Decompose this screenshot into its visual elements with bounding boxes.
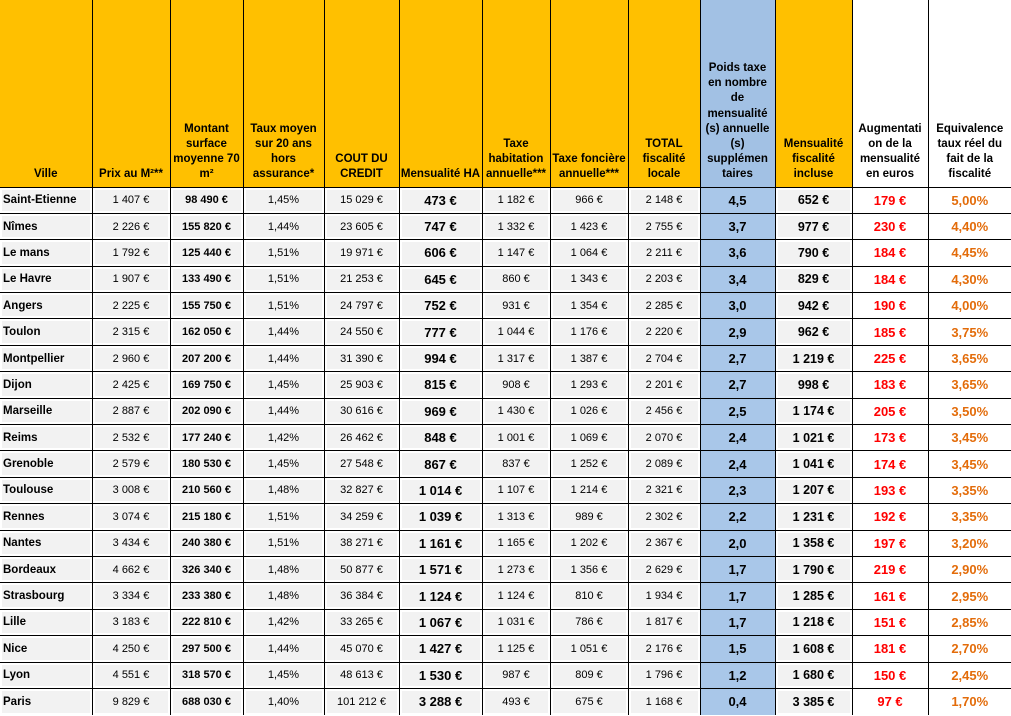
- cell-equivalence-taux: 4,45%: [928, 240, 1011, 266]
- table-row: [0, 372, 1011, 398]
- cell-prix-m2: 3 434 €: [92, 530, 170, 556]
- cell-augmentation-mensualite: 151 €: [852, 609, 928, 635]
- cell-montant-surface: 297 500 €: [170, 636, 243, 662]
- cell-taux-moyen: 1,44%: [243, 319, 324, 345]
- table-row: [0, 530, 1011, 556]
- cell-taxe-fonciere: 989 €: [550, 504, 628, 530]
- header-total-fiscalite: TOTAL fiscalité locale: [628, 0, 700, 187]
- cell-taux-moyen: 1,48%: [243, 583, 324, 609]
- cell-equivalence-taux: 1,70%: [928, 688, 1011, 714]
- cell-equivalence-taux: 2,45%: [928, 662, 1011, 688]
- cell-prix-m2: 4 551 €: [92, 662, 170, 688]
- cell-mensualite-ha: 645 €: [399, 266, 482, 292]
- table-row: [0, 240, 1011, 266]
- cell-prix-m2: 1 907 €: [92, 266, 170, 292]
- cell-mensualite-ha: 969 €: [399, 398, 482, 424]
- table-header: [0, 0, 1011, 187]
- cell-taxe-habitation: 1 165 €: [482, 530, 550, 556]
- cell-equivalence-taux: 3,45%: [928, 425, 1011, 451]
- cell-taxe-fonciere: 1 214 €: [550, 477, 628, 503]
- cell-mensualite-incluse: 1 790 €: [775, 556, 852, 582]
- cell-augmentation-mensualite: 183 €: [852, 372, 928, 398]
- cell-montant-surface: 207 200 €: [170, 345, 243, 371]
- cell-taxe-fonciere: 810 €: [550, 583, 628, 609]
- cell-equivalence-taux: 3,50%: [928, 398, 1011, 424]
- cell-total-fiscalite: 2 704 €: [628, 345, 700, 371]
- cell-augmentation-mensualite: 197 €: [852, 530, 928, 556]
- table-row: [0, 636, 1011, 662]
- table-row: [0, 662, 1011, 688]
- cell-cout-credit: 45 070 €: [324, 636, 399, 662]
- cell-taxe-habitation: 1 124 €: [482, 583, 550, 609]
- cell-mensualite-ha: 994 €: [399, 345, 482, 371]
- cell-montant-surface: 202 090 €: [170, 398, 243, 424]
- cell-mensualite-ha: 1 039 €: [399, 504, 482, 530]
- cell-mensualite-incluse: 1 218 €: [775, 609, 852, 635]
- cell-taxe-habitation: 1 273 €: [482, 556, 550, 582]
- header-mensualite-ha: Mensualité HA: [399, 0, 482, 187]
- cell-taux-moyen: 1,42%: [243, 425, 324, 451]
- table-row: [0, 319, 1011, 345]
- header-taux-moyen: Taux moyen sur 20 ans hors assurance*: [243, 0, 324, 187]
- cell-mensualite-ha: 1 427 €: [399, 636, 482, 662]
- cell-augmentation-mensualite: 193 €: [852, 477, 928, 503]
- cell-ville: Bordeaux: [0, 556, 92, 582]
- cell-taux-moyen: 1,45%: [243, 451, 324, 477]
- cell-taxe-fonciere: 675 €: [550, 688, 628, 714]
- cell-taux-moyen: 1,42%: [243, 609, 324, 635]
- cell-poids-taxe: 2,2: [700, 504, 775, 530]
- cell-poids-taxe: 0,4: [700, 688, 775, 714]
- cell-taxe-habitation: 1 031 €: [482, 609, 550, 635]
- cell-taxe-fonciere: 1 343 €: [550, 266, 628, 292]
- cell-montant-surface: 215 180 €: [170, 504, 243, 530]
- cell-prix-m2: 3 008 €: [92, 477, 170, 503]
- cell-cout-credit: 24 550 €: [324, 319, 399, 345]
- cell-augmentation-mensualite: 150 €: [852, 662, 928, 688]
- table-row: [0, 504, 1011, 530]
- header-ville: Ville: [0, 0, 92, 187]
- cell-augmentation-mensualite: 173 €: [852, 425, 928, 451]
- cell-taux-moyen: 1,45%: [243, 662, 324, 688]
- cell-ville: Le Havre: [0, 266, 92, 292]
- cell-total-fiscalite: 2 203 €: [628, 266, 700, 292]
- cell-mensualite-incluse: 3 385 €: [775, 688, 852, 714]
- cell-mensualite-ha: 1 530 €: [399, 662, 482, 688]
- cell-mensualite-ha: 752 €: [399, 293, 482, 319]
- cell-taxe-fonciere: 1 387 €: [550, 345, 628, 371]
- table-row: [0, 187, 1011, 213]
- cell-cout-credit: 30 616 €: [324, 398, 399, 424]
- cell-cout-credit: 23 605 €: [324, 213, 399, 239]
- cell-poids-taxe: 2,5: [700, 398, 775, 424]
- cell-prix-m2: 2 532 €: [92, 425, 170, 451]
- header-taxe-habitation: Taxe habitation annuelle***: [482, 0, 550, 187]
- cell-total-fiscalite: 2 456 €: [628, 398, 700, 424]
- cell-equivalence-taux: 2,70%: [928, 636, 1011, 662]
- cell-taxe-fonciere: 966 €: [550, 187, 628, 213]
- cell-prix-m2: 2 579 €: [92, 451, 170, 477]
- table-row: [0, 398, 1011, 424]
- cell-cout-credit: 38 271 €: [324, 530, 399, 556]
- cell-montant-surface: 180 530 €: [170, 451, 243, 477]
- cell-augmentation-mensualite: 97 €: [852, 688, 928, 714]
- cell-cout-credit: 33 265 €: [324, 609, 399, 635]
- cell-equivalence-taux: 3,35%: [928, 504, 1011, 530]
- cell-cout-credit: 31 390 €: [324, 345, 399, 371]
- cell-cout-credit: 27 548 €: [324, 451, 399, 477]
- cell-taux-moyen: 1,48%: [243, 556, 324, 582]
- cell-equivalence-taux: 3,35%: [928, 477, 1011, 503]
- cell-mensualite-incluse: 977 €: [775, 213, 852, 239]
- cell-poids-taxe: 1,5: [700, 636, 775, 662]
- cell-total-fiscalite: 2 148 €: [628, 187, 700, 213]
- cell-poids-taxe: 1,7: [700, 556, 775, 582]
- cell-ville: Reims: [0, 425, 92, 451]
- cell-mensualite-incluse: 1 608 €: [775, 636, 852, 662]
- cell-equivalence-taux: 5,00%: [928, 187, 1011, 213]
- cell-taxe-fonciere: 809 €: [550, 662, 628, 688]
- cell-prix-m2: 3 183 €: [92, 609, 170, 635]
- cell-total-fiscalite: 2 089 €: [628, 451, 700, 477]
- cell-total-fiscalite: 2 211 €: [628, 240, 700, 266]
- cell-mensualite-incluse: 998 €: [775, 372, 852, 398]
- header-montant-surface: Montant surface moyenne 70 m²: [170, 0, 243, 187]
- cell-taux-moyen: 1,44%: [243, 636, 324, 662]
- cell-poids-taxe: 1,2: [700, 662, 775, 688]
- cell-taxe-habitation: 1 107 €: [482, 477, 550, 503]
- cell-prix-m2: 3 074 €: [92, 504, 170, 530]
- cell-montant-surface: 318 570 €: [170, 662, 243, 688]
- cell-ville: Lille: [0, 609, 92, 635]
- cell-mensualite-incluse: 829 €: [775, 266, 852, 292]
- cell-augmentation-mensualite: 190 €: [852, 293, 928, 319]
- cell-taxe-fonciere: 1 423 €: [550, 213, 628, 239]
- cell-ville: Lyon: [0, 662, 92, 688]
- cell-mensualite-ha: 1 067 €: [399, 609, 482, 635]
- cell-prix-m2: 9 829 €: [92, 688, 170, 714]
- cell-poids-taxe: 2,0: [700, 530, 775, 556]
- cell-prix-m2: 1 792 €: [92, 240, 170, 266]
- cell-taxe-habitation: 1 313 €: [482, 504, 550, 530]
- cell-prix-m2: 1 407 €: [92, 187, 170, 213]
- table-body: [0, 187, 1011, 715]
- cell-taxe-habitation: 1 147 €: [482, 240, 550, 266]
- cell-augmentation-mensualite: 161 €: [852, 583, 928, 609]
- header-equivalence-taux: Equivalence taux réel du fait de la fiscalité: [928, 0, 1011, 187]
- cell-taxe-fonciere: 1 026 €: [550, 398, 628, 424]
- cell-taxe-habitation: 987 €: [482, 662, 550, 688]
- cell-montant-surface: 688 030 €: [170, 688, 243, 714]
- cell-cout-credit: 101 212 €: [324, 688, 399, 714]
- cell-total-fiscalite: 2 302 €: [628, 504, 700, 530]
- cell-taxe-habitation: 931 €: [482, 293, 550, 319]
- cell-prix-m2: 2 315 €: [92, 319, 170, 345]
- cell-taux-moyen: 1,51%: [243, 530, 324, 556]
- cell-cout-credit: 26 462 €: [324, 425, 399, 451]
- header-taxe-fonciere: Taxe foncière annuelle***: [550, 0, 628, 187]
- cell-ville: Grenoble: [0, 451, 92, 477]
- cell-cout-credit: 48 613 €: [324, 662, 399, 688]
- cell-mensualite-incluse: 1 680 €: [775, 662, 852, 688]
- cell-cout-credit: 21 253 €: [324, 266, 399, 292]
- cell-ville: Nîmes: [0, 213, 92, 239]
- cell-taxe-fonciere: 1 354 €: [550, 293, 628, 319]
- cell-mensualite-ha: 1 571 €: [399, 556, 482, 582]
- cell-ville: Nice: [0, 636, 92, 662]
- cell-taxe-habitation: 1 125 €: [482, 636, 550, 662]
- cell-poids-taxe: 3,7: [700, 213, 775, 239]
- cell-mensualite-incluse: 1 174 €: [775, 398, 852, 424]
- cell-mensualite-ha: 473 €: [399, 187, 482, 213]
- cell-taux-moyen: 1,44%: [243, 213, 324, 239]
- cell-total-fiscalite: 2 367 €: [628, 530, 700, 556]
- cell-montant-surface: 240 380 €: [170, 530, 243, 556]
- cell-mensualite-incluse: 1 207 €: [775, 477, 852, 503]
- cell-total-fiscalite: 2 070 €: [628, 425, 700, 451]
- cell-total-fiscalite: 2 220 €: [628, 319, 700, 345]
- cell-taxe-fonciere: 1 293 €: [550, 372, 628, 398]
- cell-mensualite-incluse: 1 231 €: [775, 504, 852, 530]
- cell-taxe-habitation: 1 317 €: [482, 345, 550, 371]
- cell-augmentation-mensualite: 205 €: [852, 398, 928, 424]
- cell-cout-credit: 15 029 €: [324, 187, 399, 213]
- table-row: [0, 583, 1011, 609]
- cell-ville: Marseille: [0, 398, 92, 424]
- cell-equivalence-taux: 4,40%: [928, 213, 1011, 239]
- cell-poids-taxe: 2,4: [700, 425, 775, 451]
- cell-cout-credit: 24 797 €: [324, 293, 399, 319]
- cell-taxe-habitation: 908 €: [482, 372, 550, 398]
- cell-montant-surface: 177 240 €: [170, 425, 243, 451]
- cell-total-fiscalite: 2 629 €: [628, 556, 700, 582]
- cell-ville: Angers: [0, 293, 92, 319]
- cell-equivalence-taux: 3,45%: [928, 451, 1011, 477]
- cell-augmentation-mensualite: 230 €: [852, 213, 928, 239]
- cell-ville: Toulon: [0, 319, 92, 345]
- cell-equivalence-taux: 2,85%: [928, 609, 1011, 635]
- cell-montant-surface: 133 490 €: [170, 266, 243, 292]
- cell-montant-surface: 210 560 €: [170, 477, 243, 503]
- cell-augmentation-mensualite: 174 €: [852, 451, 928, 477]
- cell-cout-credit: 32 827 €: [324, 477, 399, 503]
- cell-augmentation-mensualite: 184 €: [852, 240, 928, 266]
- header-augmentation-mensualite: Augmentati on de la mensualité en euros: [852, 0, 928, 187]
- cell-augmentation-mensualite: 181 €: [852, 636, 928, 662]
- cell-poids-taxe: 1,7: [700, 609, 775, 635]
- cell-taxe-fonciere: 1 202 €: [550, 530, 628, 556]
- header-mensualite-incluse: Mensualité fiscalité incluse: [775, 0, 852, 187]
- cell-ville: Rennes: [0, 504, 92, 530]
- cell-poids-taxe: 3,0: [700, 293, 775, 319]
- cell-prix-m2: 2 226 €: [92, 213, 170, 239]
- cell-taxe-habitation: 493 €: [482, 688, 550, 714]
- cell-poids-taxe: 3,6: [700, 240, 775, 266]
- cell-ville: Strasbourg: [0, 583, 92, 609]
- cell-taux-moyen: 1,51%: [243, 504, 324, 530]
- header-row: [0, 0, 1011, 187]
- cell-mensualite-incluse: 942 €: [775, 293, 852, 319]
- cell-ville: Nantes: [0, 530, 92, 556]
- cell-mensualite-ha: 867 €: [399, 451, 482, 477]
- cell-taux-moyen: 1,44%: [243, 345, 324, 371]
- cell-mensualite-incluse: 962 €: [775, 319, 852, 345]
- cell-taux-moyen: 1,51%: [243, 266, 324, 292]
- cell-prix-m2: 2 225 €: [92, 293, 170, 319]
- cell-total-fiscalite: 2 285 €: [628, 293, 700, 319]
- table-row: [0, 477, 1011, 503]
- cell-taxe-fonciere: 1 051 €: [550, 636, 628, 662]
- cell-augmentation-mensualite: 179 €: [852, 187, 928, 213]
- cell-taxe-fonciere: 1 176 €: [550, 319, 628, 345]
- cell-total-fiscalite: 2 321 €: [628, 477, 700, 503]
- cell-poids-taxe: 2,7: [700, 372, 775, 398]
- cell-taxe-fonciere: 1 064 €: [550, 240, 628, 266]
- cell-equivalence-taux: 3,65%: [928, 345, 1011, 371]
- cell-equivalence-taux: 3,20%: [928, 530, 1011, 556]
- cell-augmentation-mensualite: 225 €: [852, 345, 928, 371]
- cell-total-fiscalite: 1 168 €: [628, 688, 700, 714]
- cell-equivalence-taux: 2,95%: [928, 583, 1011, 609]
- cell-taxe-fonciere: 1 069 €: [550, 425, 628, 451]
- cell-equivalence-taux: 4,30%: [928, 266, 1011, 292]
- cell-poids-taxe: 2,7: [700, 345, 775, 371]
- cell-equivalence-taux: 4,00%: [928, 293, 1011, 319]
- header-cout-credit: COUT DU CREDIT: [324, 0, 399, 187]
- cell-ville: Paris: [0, 688, 92, 714]
- table-row: [0, 688, 1011, 714]
- cell-taxe-habitation: 837 €: [482, 451, 550, 477]
- cell-mensualite-ha: 747 €: [399, 213, 482, 239]
- cell-mensualite-ha: 1 124 €: [399, 583, 482, 609]
- table-row: [0, 609, 1011, 635]
- cell-equivalence-taux: 3,65%: [928, 372, 1011, 398]
- cell-taxe-habitation: 1 044 €: [482, 319, 550, 345]
- cell-mensualite-incluse: 1 285 €: [775, 583, 852, 609]
- cell-mensualite-ha: 1 014 €: [399, 477, 482, 503]
- cell-montant-surface: 162 050 €: [170, 319, 243, 345]
- cell-total-fiscalite: 1 934 €: [628, 583, 700, 609]
- cell-taxe-fonciere: 1 252 €: [550, 451, 628, 477]
- cell-taxe-habitation: 860 €: [482, 266, 550, 292]
- cell-poids-taxe: 3,4: [700, 266, 775, 292]
- cell-prix-m2: 3 334 €: [92, 583, 170, 609]
- cell-mensualite-incluse: 652 €: [775, 187, 852, 213]
- cell-montant-surface: 125 440 €: [170, 240, 243, 266]
- cell-prix-m2: 4 662 €: [92, 556, 170, 582]
- cell-total-fiscalite: 2 755 €: [628, 213, 700, 239]
- cell-montant-surface: 169 750 €: [170, 372, 243, 398]
- cell-poids-taxe: 1,7: [700, 583, 775, 609]
- header-prix-m2: Prix au M²**: [92, 0, 170, 187]
- cell-poids-taxe: 2,3: [700, 477, 775, 503]
- cell-taux-moyen: 1,45%: [243, 187, 324, 213]
- cell-taux-moyen: 1,44%: [243, 398, 324, 424]
- cell-ville: Saint-Etienne: [0, 187, 92, 213]
- cell-taxe-habitation: 1 182 €: [482, 187, 550, 213]
- cell-cout-credit: 50 877 €: [324, 556, 399, 582]
- cell-montant-surface: 98 490 €: [170, 187, 243, 213]
- cell-augmentation-mensualite: 192 €: [852, 504, 928, 530]
- cell-augmentation-mensualite: 185 €: [852, 319, 928, 345]
- cell-mensualite-incluse: 1 358 €: [775, 530, 852, 556]
- table-row: [0, 451, 1011, 477]
- cell-prix-m2: 2 960 €: [92, 345, 170, 371]
- table-row: [0, 556, 1011, 582]
- cell-mensualite-ha: 606 €: [399, 240, 482, 266]
- cell-ville: Le mans: [0, 240, 92, 266]
- cell-prix-m2: 2 425 €: [92, 372, 170, 398]
- cell-total-fiscalite: 2 201 €: [628, 372, 700, 398]
- cell-poids-taxe: 2,9: [700, 319, 775, 345]
- cell-montant-surface: 326 340 €: [170, 556, 243, 582]
- cell-taxe-habitation: 1 332 €: [482, 213, 550, 239]
- cell-taxe-habitation: 1 430 €: [482, 398, 550, 424]
- cell-mensualite-ha: 1 161 €: [399, 530, 482, 556]
- cell-montant-surface: 155 820 €: [170, 213, 243, 239]
- cell-cout-credit: 36 384 €: [324, 583, 399, 609]
- header-poids-taxe: Poids taxe en nombre de mensualité (s) annuelle (s) supplémen taires: [700, 0, 775, 187]
- cell-taxe-fonciere: 786 €: [550, 609, 628, 635]
- cell-prix-m2: 4 250 €: [92, 636, 170, 662]
- cell-taxe-habitation: 1 001 €: [482, 425, 550, 451]
- table-row: [0, 266, 1011, 292]
- cell-taux-moyen: 1,51%: [243, 293, 324, 319]
- cell-mensualite-ha: 3 288 €: [399, 688, 482, 714]
- cell-prix-m2: 2 887 €: [92, 398, 170, 424]
- cell-taxe-fonciere: 1 356 €: [550, 556, 628, 582]
- cell-mensualite-incluse: 1 021 €: [775, 425, 852, 451]
- cell-mensualite-incluse: 1 219 €: [775, 345, 852, 371]
- cell-taux-moyen: 1,48%: [243, 477, 324, 503]
- cell-taux-moyen: 1,40%: [243, 688, 324, 714]
- cell-mensualite-incluse: 1 041 €: [775, 451, 852, 477]
- cell-mensualite-ha: 848 €: [399, 425, 482, 451]
- cell-taux-moyen: 1,45%: [243, 372, 324, 398]
- cell-poids-taxe: 4,5: [700, 187, 775, 213]
- cell-mensualite-ha: 777 €: [399, 319, 482, 345]
- table-row: [0, 293, 1011, 319]
- cell-equivalence-taux: 3,75%: [928, 319, 1011, 345]
- cell-ville: Toulouse: [0, 477, 92, 503]
- cell-poids-taxe: 2,4: [700, 451, 775, 477]
- cell-augmentation-mensualite: 184 €: [852, 266, 928, 292]
- cell-augmentation-mensualite: 219 €: [852, 556, 928, 582]
- cell-ville: Montpellier: [0, 345, 92, 371]
- cell-montant-surface: 155 750 €: [170, 293, 243, 319]
- cell-montant-surface: 222 810 €: [170, 609, 243, 635]
- cell-total-fiscalite: 1 817 €: [628, 609, 700, 635]
- cell-total-fiscalite: 1 796 €: [628, 662, 700, 688]
- cell-cout-credit: 25 903 €: [324, 372, 399, 398]
- cell-montant-surface: 233 380 €: [170, 583, 243, 609]
- cell-equivalence-taux: 2,90%: [928, 556, 1011, 582]
- table-row: [0, 345, 1011, 371]
- cell-ville: Dijon: [0, 372, 92, 398]
- cell-mensualite-incluse: 790 €: [775, 240, 852, 266]
- cell-cout-credit: 34 259 €: [324, 504, 399, 530]
- cell-cout-credit: 19 971 €: [324, 240, 399, 266]
- table-row: [0, 213, 1011, 239]
- cell-taux-moyen: 1,51%: [243, 240, 324, 266]
- cell-mensualite-ha: 815 €: [399, 372, 482, 398]
- cell-total-fiscalite: 2 176 €: [628, 636, 700, 662]
- table-row: [0, 425, 1011, 451]
